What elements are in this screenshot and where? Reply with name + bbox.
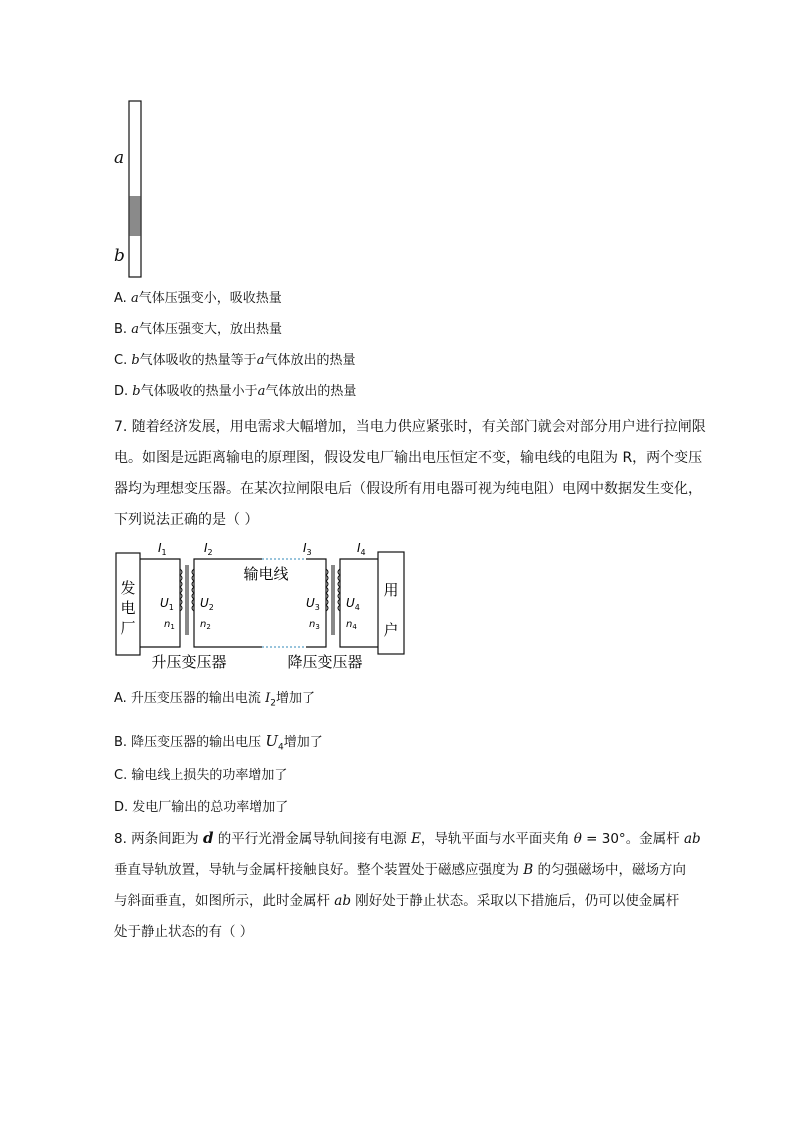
current-i1: $I_1$ (158, 541, 167, 557)
q7-option-b[interactable]: B. 降压变压器的输出电压 $U_4$增加了 (114, 732, 323, 753)
step-up-coils (180, 569, 194, 611)
step-up-transformer-label: 升压变压器 (151, 653, 227, 671)
q7-option-c[interactable]: C. 输电线上损失的功率增加了 (114, 768, 288, 783)
mercury-column (130, 196, 141, 236)
q7-line: 7. 随着经济发展，用电需求大幅增加，当电力供应紧张时，有关部门就会对部分用户进行拉闸限 (114, 419, 706, 435)
current-i3: $I_3$ (303, 541, 312, 557)
turns-n4: $n_4$ (346, 619, 357, 631)
transmission-line-label: 输电线 (243, 565, 289, 583)
q7-option-a[interactable]: A. 升压变压器的输出电流 $I_2$增加了 (114, 691, 315, 709)
voltage-u4: $U_4$ (346, 596, 360, 612)
q6-option-b[interactable]: B. a气体压强变大，放出热量 (114, 322, 282, 337)
q6-option-c[interactable]: C. b气体吸收的热量等于a气体放出的热量 (114, 353, 356, 368)
q8-line: 8. 两条间距为 d 的平行光滑金属导轨间接有电源 E，导轨平面与水平面夹角 θ = 30°。金属杆 ab (114, 829, 701, 847)
q8-line: 与斜面垂直，如图所示，此时金属杆 ab 刚好处于静止状态。采取以下措施后，仍可以使金属杆 (114, 893, 680, 909)
turns-n1: $n_1$ (164, 619, 175, 631)
user-label: 户 (383, 621, 399, 639)
voltage-u1: $U_1$ (160, 596, 174, 612)
generator-label: 发 (120, 579, 136, 597)
q6-option-a[interactable]: A. a气体压强变小，吸收热量 (114, 291, 282, 306)
generator-label: 电 (120, 599, 136, 617)
q7-option-d[interactable]: D. 发电厂输出的总功率增加了 (114, 800, 289, 815)
q8-question (114, 823, 714, 948)
q8-line: 处于静止状态的有（ ） (114, 924, 254, 940)
user-label: 用 (383, 581, 399, 599)
step-down-transformer-label: 降压变压器 (287, 653, 363, 671)
step-down-coils (326, 569, 340, 611)
q8-line: 垂直导轨放置，导轨与金属杆接触良好。整个装置处于磁感应强度为 B 的匀强磁场中，磁场方向 (114, 862, 687, 878)
turns-n3: $n_3$ (309, 619, 320, 631)
q7-line: 电。如图是远距离输电的原理图，假设发电厂输出电压恒定不变，输电线的电阻为 R，两个变压 (114, 450, 703, 466)
gas-b-label: b (114, 246, 125, 266)
voltage-u3: $U_3$ (306, 596, 320, 612)
q7-question (114, 412, 714, 536)
voltage-u2: $U_2$ (200, 596, 214, 612)
power-transmission-diagram (110, 535, 410, 675)
gas-a-label: a (114, 148, 125, 168)
q7-line: 器均为理想变压器。在某次拉闸限电后（假设所有用电器可视为纯电阻）电网中数据发生变化， (114, 481, 702, 497)
gas-tube (128, 100, 144, 280)
tube-outline (129, 101, 141, 277)
generator-label: 厂 (120, 619, 136, 637)
q7-line: 下列说法正确的是（ ） (114, 512, 259, 528)
q6-option-d[interactable]: D. b气体吸收的热量小于a气体放出的热量 (114, 384, 357, 399)
current-i2: $I_2$ (204, 541, 213, 557)
current-i4: $I_4$ (357, 541, 366, 557)
turns-n2: $n_2$ (200, 619, 211, 631)
